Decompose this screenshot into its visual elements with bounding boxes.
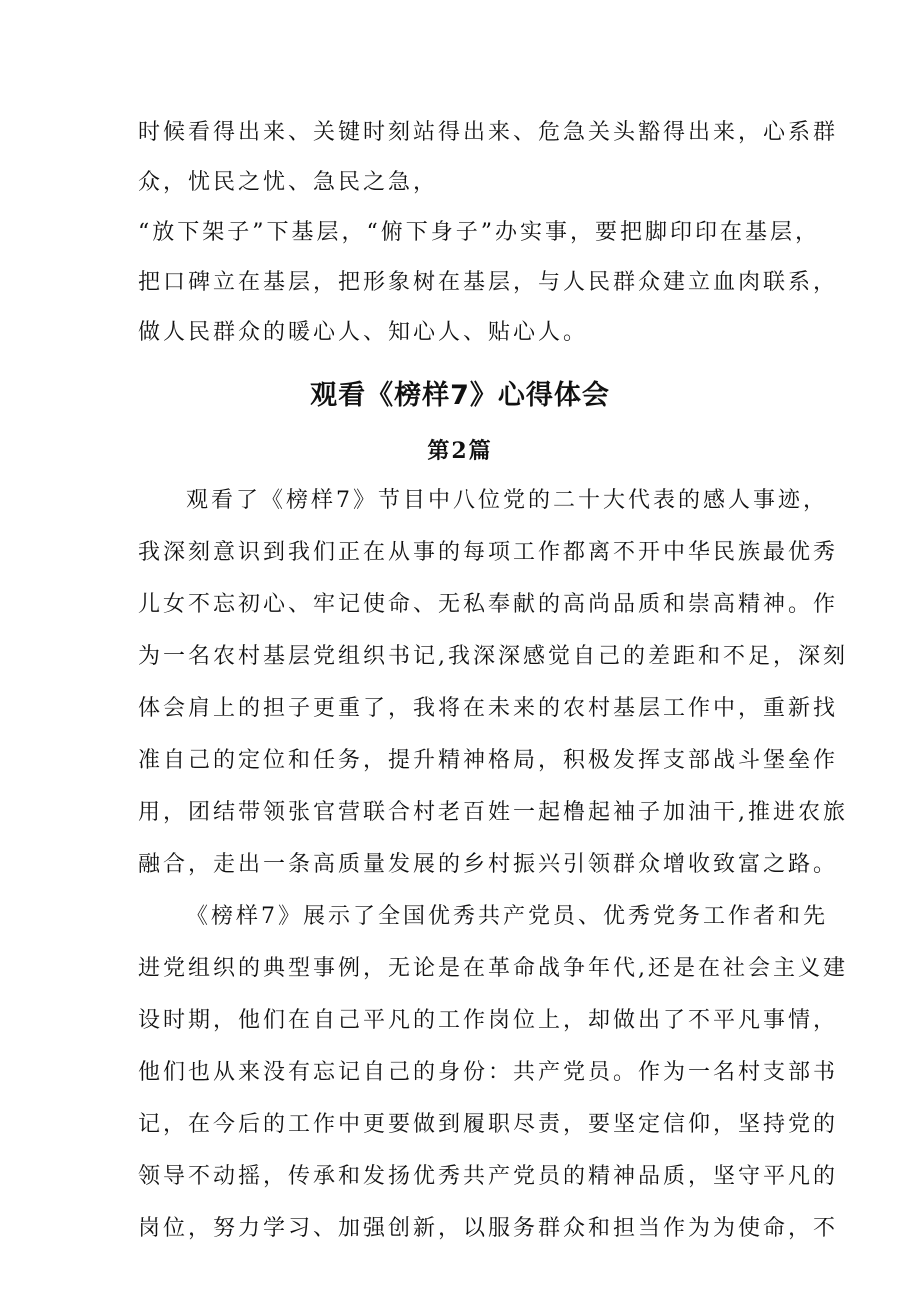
intro-line-5: 做人民群众的暖心人、知心人、贴心人。 bbox=[138, 320, 589, 345]
paragraph-2-line: 《榜样7》展示了全国优秀共产党员、优秀党务工作者和先 bbox=[186, 904, 828, 929]
intro-line-1: 时候看得出来、关键时刻站得出来、危急关头豁得出来，心系群 bbox=[138, 120, 839, 145]
paragraph-2-line: 设时期，他们在自己平凡的工作岗位上，却做出了不平凡事情， bbox=[138, 1008, 839, 1033]
paragraph-1-line: 为一名农村基层党组织书记,我深深感觉自己的差距和不足，深刻 bbox=[138, 644, 848, 669]
article-subtitle: 第2篇 bbox=[427, 438, 493, 464]
intro-line-4: 把口碑立在基层，把形象树在基层，与人民群众建立血肉联系， bbox=[138, 270, 839, 295]
paragraph-1-line: 融合，走出一条高质量发展的乡村振兴引领群众增收致富之路。 bbox=[138, 852, 839, 877]
paragraph-1-line: 体会肩上的担子更重了，我将在未来的农村基层工作中，重新找 bbox=[138, 696, 839, 721]
article-title: 观看《榜样7》心得体会 bbox=[310, 380, 610, 411]
paragraph-2-line: 进党组织的典型事例，无论是在革命战争年代,还是在社会主义建 bbox=[138, 956, 848, 981]
paragraph-1-line: 用，团结带领张官营联合村老百姓一起橹起袖子加油干,推进农旅 bbox=[138, 800, 848, 825]
paragraph-1-line: 儿女不忘初心、牢记使命、无私奉献的高尚品质和崇高精神。作 bbox=[138, 592, 839, 617]
paragraph-2-line: 记，在今后的工作中更要做到履职尽责，要坚定信仰，坚持党的 bbox=[138, 1112, 839, 1137]
paragraph-2-line: 岗位，努力学习、加强创新，以服务群众和担当作为为使命，不 bbox=[138, 1216, 839, 1241]
paragraph-2-line: 领导不动摇，传承和发扬优秀共产党员的精神品质，坚守平凡的 bbox=[138, 1164, 839, 1189]
intro-line-3: “放下架子”下基层，“俯下身子”办实事，要把脚印印在基层， bbox=[138, 220, 820, 245]
paragraph-1-line: 观看了《榜样7》节目中八位党的二十大代表的感人事迹， bbox=[186, 488, 828, 513]
paragraph-1-line: 准自己的定位和任务，提升精神格局，积极发挥支部战斗堡垒作 bbox=[138, 748, 839, 773]
paragraph-1-line: 我深刻意识到我们正在从事的每项工作都离不开中华民族最优秀 bbox=[138, 540, 839, 565]
paragraph-2-line: 他们也从来没有忘记自己的身份：共产党员。作为一名村支部书 bbox=[138, 1060, 839, 1085]
intro-line-2: 众，忧民之忧、急民之急， bbox=[138, 170, 439, 195]
